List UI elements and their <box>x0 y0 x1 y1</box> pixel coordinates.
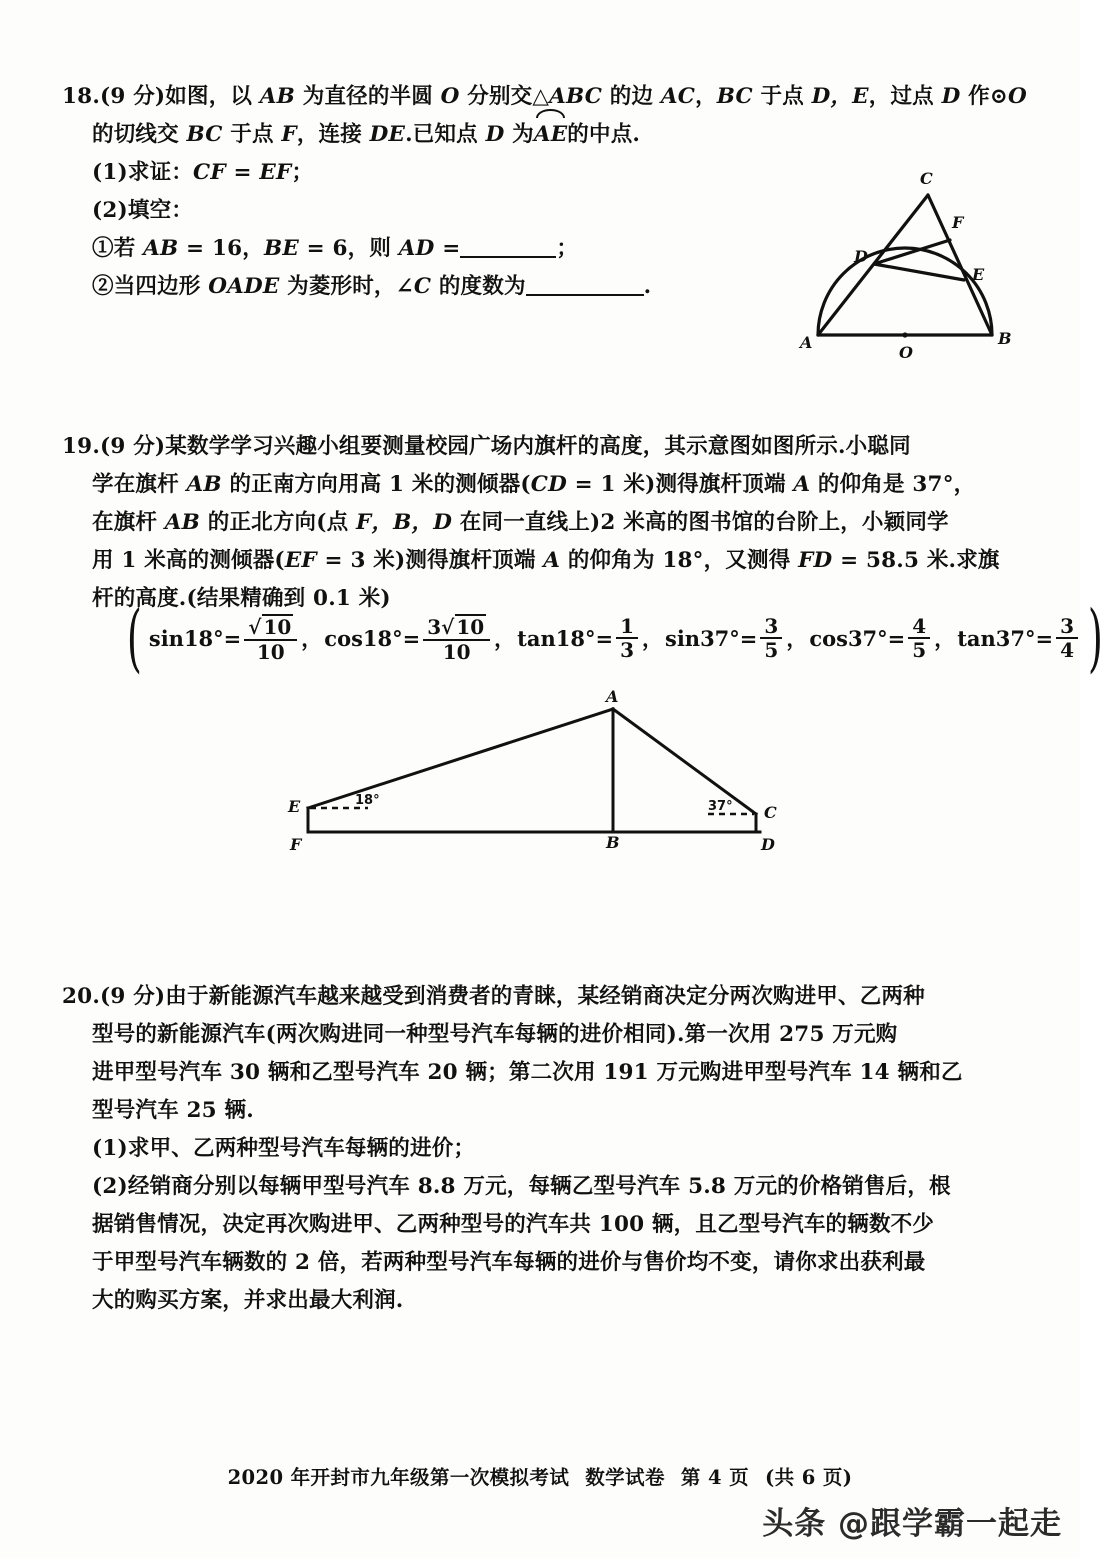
figure-19-label-C: C <box>764 803 777 822</box>
math-a: A <box>543 548 561 573</box>
math-angle-c: C <box>413 274 432 299</box>
formula-fn-cos37: cos37° <box>809 625 888 651</box>
problem-19-line-3 <box>62 504 1020 542</box>
watermark <box>762 1498 1062 1543</box>
text-fragment: .已知点 <box>405 122 486 147</box>
math-abc: ABC <box>549 84 603 109</box>
text-fragment: = 58.5 米.求旗 <box>832 548 1000 573</box>
math-o: O <box>440 84 460 109</box>
problem-20-sub-2-line-4 <box>62 1282 1020 1320</box>
footer-page-number: 第 4 页 <box>680 1466 750 1489</box>
text-fragment: 杆的高度.(结果精确到 0.1 米) <box>92 586 391 611</box>
formula-separator: ， <box>494 626 516 652</box>
formula-term-4 <box>665 626 757 651</box>
math-ab: AB <box>164 510 201 535</box>
problem-19-line-4 <box>62 542 1020 580</box>
formula-separator: ， <box>301 626 323 652</box>
problem-20-sub-2-line-3 <box>62 1244 1020 1282</box>
text-fragment: 在旗杆 <box>92 510 165 535</box>
problem-20-sub-2-line-1 <box>62 1168 1020 1206</box>
frac-den-value: 5 <box>912 638 927 663</box>
math-ef: EF <box>284 548 317 573</box>
figure-18-label-E: E <box>972 265 985 284</box>
problem-20 <box>62 978 1020 1320</box>
text-fragment: 大的购买方案，并求出最大利润. <box>92 1288 404 1313</box>
figure-18-label-F: F <box>952 213 964 232</box>
problem-20-line-1 <box>62 978 1020 1016</box>
math-bc: BC <box>186 122 223 147</box>
formula-term-1 <box>149 626 241 651</box>
problem-20-line-2 <box>62 1016 1020 1054</box>
watermark-text: 头条 @跟学霸一起走 <box>762 1506 1062 1542</box>
formula-term-6 <box>957 626 1053 651</box>
figure-19-angle-18: 18° <box>355 793 380 808</box>
formula-eq: = <box>1035 625 1054 651</box>
text-fragment: 为菱形时，∠ <box>279 274 414 299</box>
text-fragment: 据销售情况，决定再次购进甲、乙两种型号的汽车共 100 辆，且乙型号汽车的辆数不少 <box>92 1212 935 1237</box>
math-d: D <box>485 122 505 147</box>
frac-den-value: 10 <box>256 639 285 664</box>
footer-total-pages: (共 6 页) <box>765 1466 853 1489</box>
figure-19-angle-37: 37° <box>708 799 733 814</box>
text-fragment: (2)填空： <box>92 198 194 223</box>
formula-term-5 <box>809 626 905 651</box>
formula-frac-3 <box>616 613 638 663</box>
text-fragment: ， <box>695 84 717 109</box>
text-fragment: 学在旗杆 <box>92 472 187 497</box>
text-fragment: 作⊙ <box>960 84 1009 109</box>
text-fragment: ，连接 <box>296 122 370 147</box>
formula-frac-1 <box>244 614 297 663</box>
figure-19-label-B: B <box>606 833 620 852</box>
frac-num <box>244 614 297 639</box>
text-fragment: 用 1 米高的测倾器( <box>92 548 285 573</box>
text-fragment: 为 <box>504 122 534 147</box>
problem-20-number: 20.(9 分) <box>62 984 166 1009</box>
page-footer <box>0 1462 1080 1490</box>
text-fragment: 的正北方向(点 <box>200 510 357 535</box>
text-fragment: 的仰角是 37°， <box>810 472 976 497</box>
formula-separator: ， <box>642 626 663 652</box>
formula-eq: = <box>223 625 242 651</box>
math-cd: CD <box>530 472 567 497</box>
formula-open-paren: ( <box>126 595 142 681</box>
problem-19 <box>62 428 1020 618</box>
formula-close-paren: ) <box>1087 595 1103 681</box>
formula-fn-tan37: tan37° <box>957 625 1036 651</box>
text-fragment: ，过点 <box>868 84 942 109</box>
formula-eq: = <box>739 625 758 651</box>
text-fragment: ； <box>556 236 579 261</box>
math-ac: AC <box>660 84 696 109</box>
formula-fn-tan18: tan18° <box>517 625 596 651</box>
math-ab: AB <box>186 472 222 497</box>
text-fragment: (1)求证： <box>92 160 194 185</box>
segment-df <box>874 240 950 264</box>
formula-eq: = <box>887 625 906 651</box>
figure-18-label-A: A <box>800 333 813 352</box>
frac-num-value: 4 <box>912 613 927 638</box>
text-fragment: ； <box>291 160 314 185</box>
problem-19-number: 19.(9 分) <box>62 434 166 459</box>
formula-separator: ， <box>786 626 808 652</box>
problem-18-line-2 <box>62 116 1020 154</box>
formula-fn-sin37: sin37° <box>665 625 740 651</box>
text-fragment: 于点 <box>752 84 812 109</box>
text-fragment: (1)求甲、乙两种型号汽车每辆的进价； <box>92 1136 476 1161</box>
text-fragment: 型号汽车 25 辆. <box>92 1098 254 1123</box>
frac-num <box>423 614 490 639</box>
text-fragment: = 1 米)测得旗杆顶端 <box>566 472 794 497</box>
text-fragment: (2)经销商分别以每辆甲型号汽车 8.8 万元，每辆乙型号汽车 5.8 万元的价格销售后，根 <box>92 1174 951 1199</box>
figure-19-flagpole <box>272 688 792 868</box>
text-fragment: 的切线交 <box>92 122 187 147</box>
point-o-dot <box>902 332 907 337</box>
math-de-points: D，E <box>811 84 869 109</box>
problem-20-sub-1 <box>62 1130 1020 1168</box>
frac-num-value: 10 <box>263 615 292 640</box>
text-fragment: = <box>434 236 461 261</box>
math-bc: BC <box>716 84 753 109</box>
formula-term-2 <box>324 626 420 651</box>
frac-coefficient: 3 <box>427 615 442 640</box>
radical-icon: √ <box>441 615 455 640</box>
math-fbd: F，B，D <box>356 510 453 535</box>
frac-num-value: 3 <box>764 613 779 638</box>
text-fragment: = 6，则 <box>298 236 399 261</box>
segment-de <box>874 264 964 280</box>
text-fragment: 某数学学习兴趣小组要测量校园广场内旗杆的高度，其示意图如图所示.小聪同 <box>165 434 911 459</box>
math-be: BE <box>263 236 299 261</box>
footer-subject: 数学试卷 <box>585 1466 665 1489</box>
frac-den-value: 3 <box>620 638 634 663</box>
formula-frac-5 <box>908 613 930 663</box>
formula-fn-sin18: sin18° <box>148 625 224 651</box>
problem-20-line-4 <box>62 1092 1020 1130</box>
text-fragment: 进甲型号汽车 30 辆和乙型号汽车 20 辆；第二次用 191 万元购进甲型号汽车 14 辆和乙 <box>92 1060 963 1085</box>
figure-18-label-O: O <box>899 343 913 362</box>
frac-den-value: 4 <box>1060 638 1075 663</box>
math-oade: OADE <box>208 274 280 299</box>
text-fragment: 的正南方向用高 1 米的测倾器( <box>221 472 531 497</box>
figure-19-svg <box>272 688 792 868</box>
math-cf-ef: CF = EF <box>193 160 292 185</box>
problem-20-sub-2-line-2 <box>62 1206 1020 1244</box>
problem-19-line-1 <box>62 428 1020 466</box>
text-fragment: = 3 米)测得旗杆顶端 <box>316 548 544 573</box>
figure-18-semicircle-triangle <box>792 162 1032 362</box>
radical-icon: √ <box>248 615 262 640</box>
sightline-ac <box>613 709 756 814</box>
text-fragment: 于甲型号汽车辆数的 2 倍，若两种型号汽车每辆的进价与售价均不变，请你求出获利最 <box>92 1250 926 1275</box>
text-fragment: 在同一直线上)2 米高的图书馆的台阶上，小颖同学 <box>452 510 949 535</box>
problem-19-line-2 <box>62 466 1020 504</box>
text-fragment: 型号的新能源汽车(两次购进同一种型号汽车每辆的进价相同).第一次用 275 万元购 <box>92 1022 898 1047</box>
formula-eq: = <box>402 625 421 651</box>
text-fragment: 的度数为 <box>431 274 526 299</box>
text-fragment: 的中点. <box>567 122 641 147</box>
formula-eq: = <box>595 625 614 651</box>
answer-blank-1[interactable] <box>460 256 556 258</box>
text-fragment: 的边 <box>602 84 661 109</box>
frac-num-value: 10 <box>456 615 485 640</box>
text-fragment: = 16， <box>178 236 264 261</box>
figure-19-label-A: A <box>606 687 619 706</box>
formula-frac-2 <box>423 614 490 663</box>
figure-18-label-B: B <box>998 329 1012 348</box>
text-fragment: ②当四边形 <box>92 274 209 299</box>
text-fragment: 由于新能源汽车越来越受到消费者的青睐，某经销商决定分两次购进甲、乙两种 <box>165 984 925 1009</box>
math-ad: AD <box>398 236 435 261</box>
footer-exam-title: 2020 年开封市九年级第一次模拟考试 <box>227 1466 570 1489</box>
math-ab: AB <box>143 236 179 261</box>
figure-19-label-F: F <box>290 835 302 854</box>
formula-frac-6 <box>1056 613 1078 663</box>
text-fragment: 于点 <box>222 122 282 147</box>
figure-18-svg <box>792 162 1032 362</box>
math-ab: AB <box>259 84 296 109</box>
math-d: D <box>941 84 961 109</box>
sightline-ea <box>308 709 613 808</box>
text-fragment: 为直径的半圆 <box>295 84 441 109</box>
figure-18-label-C: C <box>920 169 933 188</box>
answer-blank-2[interactable] <box>526 294 644 296</box>
formula-term-3 <box>517 626 613 651</box>
frac-num-value: 3 <box>1060 613 1075 638</box>
figure-19-label-D: D <box>761 835 775 854</box>
problem-18-number: 18.(9 分) <box>62 84 166 109</box>
text-fragment: 的仰角为 18°，又测得 <box>560 548 799 573</box>
math-a: A <box>793 472 811 497</box>
text-fragment: ①若 <box>92 236 144 261</box>
frac-den-value: 5 <box>764 638 779 663</box>
math-de: DE <box>369 122 406 147</box>
figure-18-label-D: D <box>854 247 868 266</box>
math-fd: FD <box>798 548 833 573</box>
frac-den-value: 10 <box>442 639 471 664</box>
figure-19-label-E: E <box>288 797 301 816</box>
problem-20-line-3 <box>62 1054 1020 1092</box>
frac-num-value: 1 <box>620 613 634 638</box>
formula-frac-4 <box>760 613 782 663</box>
text-fragment: 分别交△ <box>459 84 550 109</box>
semicircle-arc <box>818 248 992 335</box>
math-f: F <box>281 122 297 147</box>
formula-separator: ， <box>934 626 956 652</box>
formula-fn-cos18: cos18° <box>324 625 403 651</box>
text-fragment: 如图，以 <box>165 84 260 109</box>
text-fragment: . <box>643 274 652 299</box>
math-arc-ae: AE <box>534 116 567 154</box>
math-circle-o: O <box>1008 84 1027 109</box>
